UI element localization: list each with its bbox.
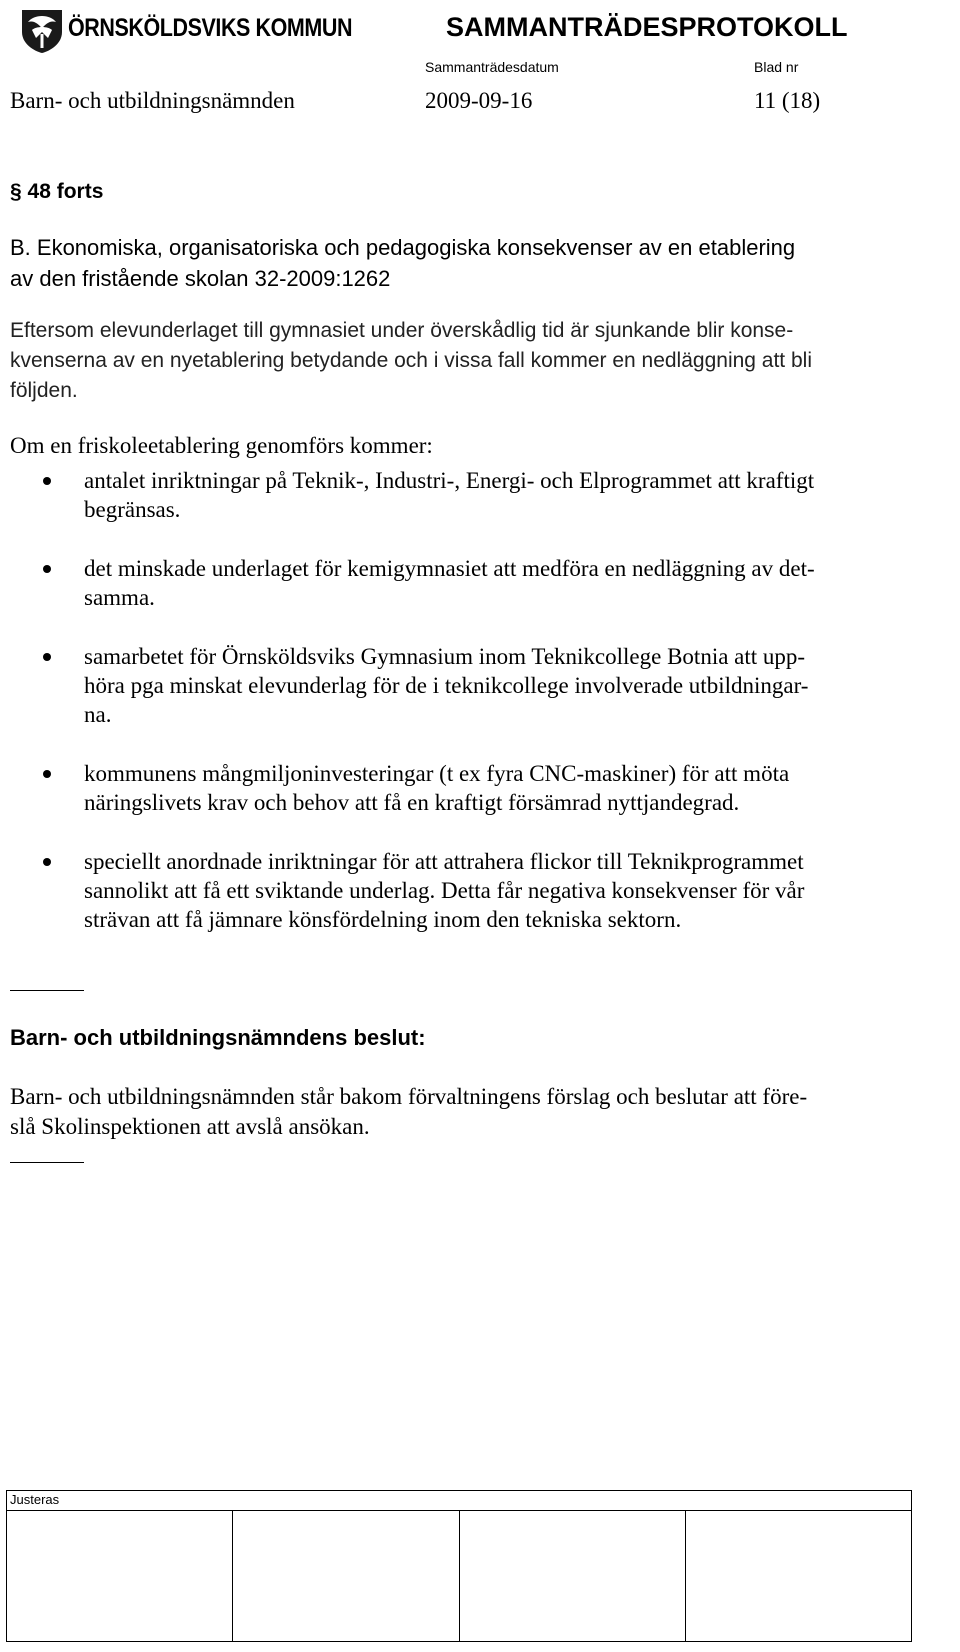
- consequence-list: [40, 466, 940, 964]
- paragraph-line: kvenserna av en nyetablering betydande och i vissa fall kommer en nedläggning att bli: [10, 349, 812, 372]
- decision-line: slå Skolinspektionen att avslå ansökan.: [10, 1114, 370, 1139]
- bullet-icon: [43, 653, 51, 661]
- list-item: speciellt anordnade inriktningar för att attrahera flickor till Teknikprogrammet sannolikt att få ett sviktande underlag. Detta får negativa konsekvenser för vår strävan att få jämnare könsfördelning inom den tekniska sektorn.: [40, 847, 940, 934]
- section-heading: [10, 232, 940, 294]
- committee-name: Barn- och utbildningsnämnden: [10, 88, 295, 113]
- justeras-cell: [7, 1491, 912, 1511]
- bullet-icon: [43, 858, 51, 866]
- decision-text: [10, 1082, 910, 1142]
- paragraph-line: Eftersom elevunderlaget till gymnasiet under överskådlig tid är sjunkande blir konse-: [10, 319, 794, 342]
- list-item: antalet inriktningar på Teknik-, Industri-, Energi- och Elprogrammet att kraftigt begränsas.: [40, 466, 940, 524]
- section-number: § 48 forts: [10, 180, 104, 203]
- heading-line: av den fristående skolan 32-2009:1262: [10, 266, 391, 291]
- signature-table: [6, 1490, 912, 1642]
- heading-line: B. Ekonomiska, organisatoriska och pedagogiska konsekvenser av en etablering: [10, 235, 796, 260]
- signature-cell: [233, 1511, 459, 1642]
- decision-heading: Barn- och utbildningsnämndens beslut:: [10, 1025, 426, 1050]
- page-label: Blad nr: [754, 59, 799, 75]
- date-label: Sammanträdesdatum: [425, 59, 559, 75]
- page-number: 11 (18): [754, 88, 821, 113]
- list-item: samarbetet för Örnsköldsviks Gymnasium inom Teknikcollege Botnia att upp- höra pga minskat elevunderlag för de i teknikcollege involverade utbildningar- na.: [40, 642, 940, 729]
- bullet-icon: [43, 770, 51, 778]
- separator-line: [10, 990, 84, 991]
- bullet-icon: [43, 477, 51, 485]
- separator-line: [10, 1162, 84, 1163]
- document-title: SAMMANTRÄDESPROTOKOLL: [446, 12, 848, 42]
- consequence-paragraph: [10, 316, 940, 406]
- signature-cell: [685, 1511, 911, 1642]
- justeras-label: Justeras: [10, 1492, 60, 1507]
- paragraph-line: följden.: [10, 379, 78, 402]
- bullet-icon: [43, 565, 51, 573]
- signature-cell: [7, 1511, 233, 1642]
- organization-name: ÖRNSKÖLDSVIKS KOMMUN: [68, 14, 353, 42]
- list-item: det minskade underlaget för kemigymnasiet att medföra en nedläggning av det- samma.: [40, 554, 940, 612]
- decision-line: Barn- och utbildningsnämnden står bakom förvaltningens förslag och beslutar att före-: [10, 1084, 808, 1109]
- meeting-date: 2009-09-16: [425, 88, 533, 113]
- municipality-logo-icon: [20, 8, 64, 54]
- signature-cell: [459, 1511, 685, 1642]
- bullet-intro: Om en friskoleetablering genomförs kommer:: [10, 433, 433, 458]
- list-item: kommunens mångmiljoninvesteringar (t ex fyra CNC-maskiner) för att möta näringslivets krav och behov att få en kraftigt försämrad nyttjandegrad.: [40, 759, 940, 817]
